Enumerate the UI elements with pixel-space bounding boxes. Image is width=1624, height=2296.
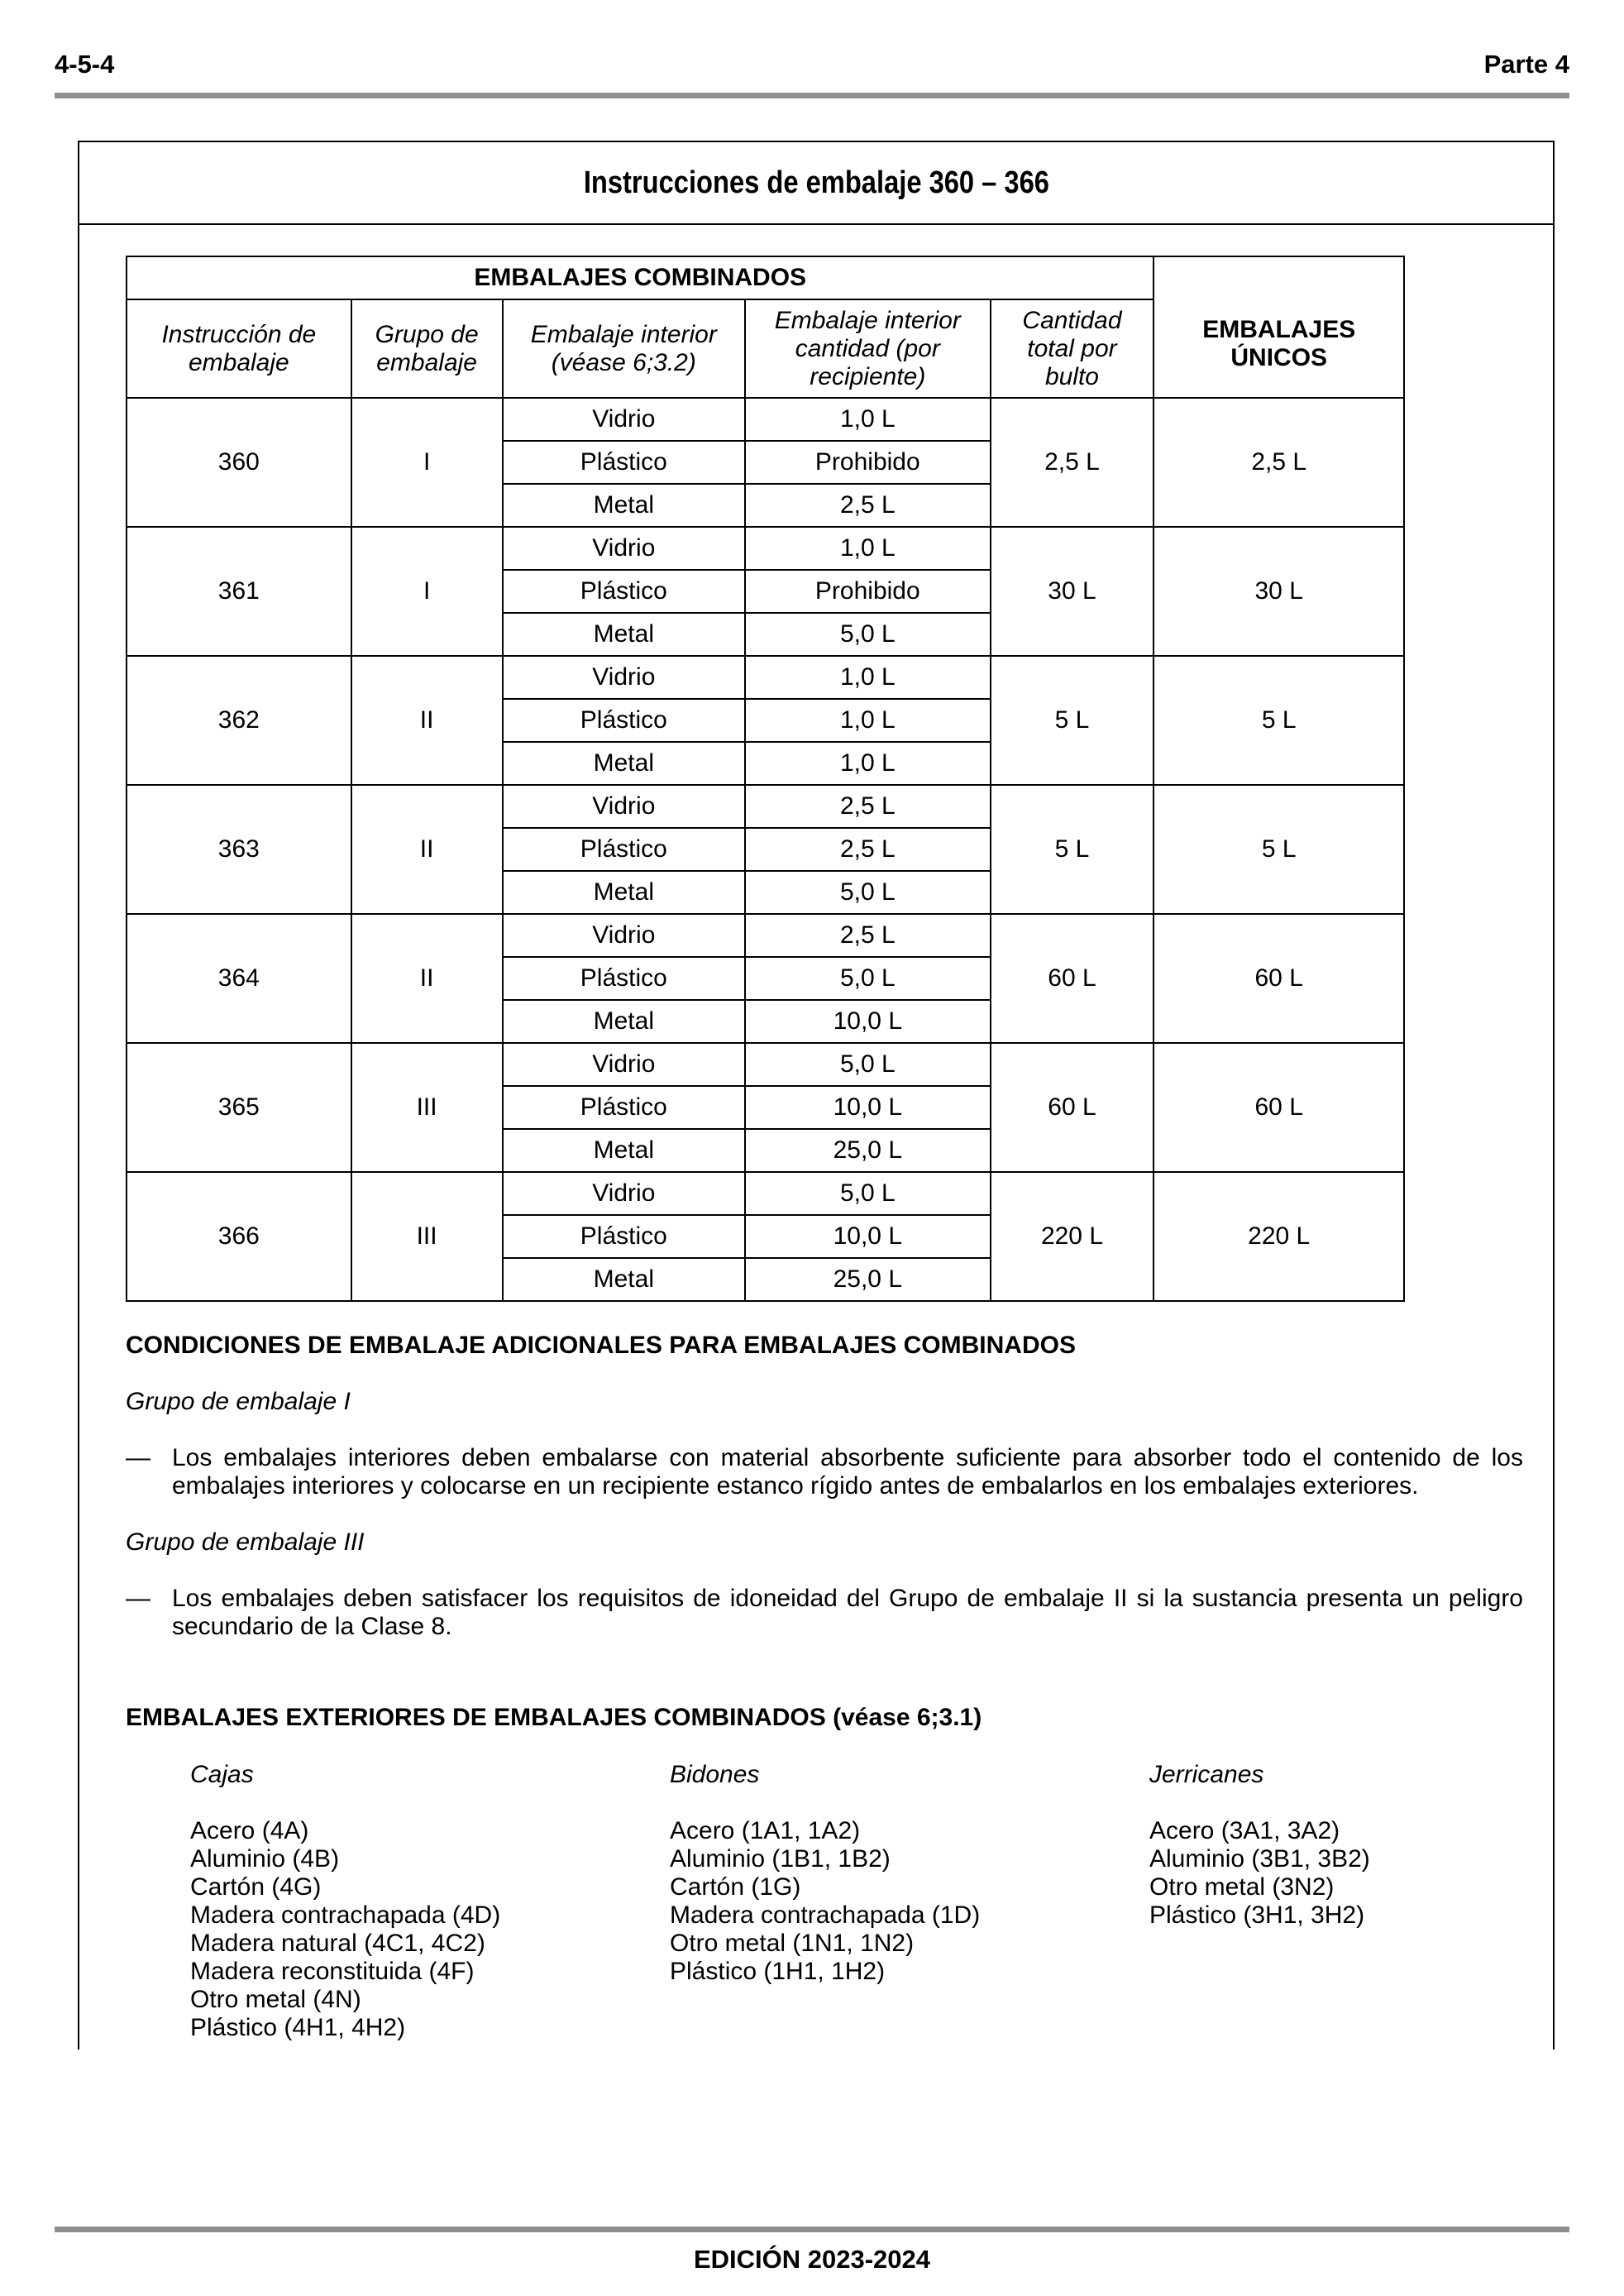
cell-single: 60 L	[1154, 1043, 1404, 1172]
group3-text: Los embalajes deben satisfacer los requisitos de idoneidad del Grupo de embalaje II si la sustancia presenta un peligro secundario de la Clase 8.	[172, 1585, 1523, 1640]
cell-group: II	[351, 914, 503, 1043]
table-row	[127, 656, 1404, 699]
outer-col-jerricans	[1149, 1761, 1370, 1930]
cell-inner-quantity: 5,0 L	[745, 871, 990, 914]
outer-item: Otro metal (4N)	[190, 1986, 361, 2013]
cell-total: 30 L	[991, 527, 1154, 656]
outer-col-title: Cajas	[190, 1761, 254, 1788]
cell-instruction: 364	[127, 914, 351, 1043]
dash-mark: —	[126, 1585, 150, 1612]
footer-rule	[55, 2227, 1569, 2232]
conditions-heading: CONDICIONES DE EMBALAJE ADICIONALES PARA EMBALAJES COMBINADOS	[126, 1332, 1076, 1359]
cell-group: I	[351, 527, 503, 656]
cell-inner-quantity: 2,5 L	[745, 914, 990, 957]
packing-table	[126, 256, 1405, 1302]
cell-group: I	[351, 398, 503, 527]
col-header-group: Grupo de embalaje	[351, 299, 503, 398]
group3-label: Grupo de embalaje III	[126, 1528, 365, 1556]
cell-inner-material: Vidrio	[503, 398, 746, 441]
outer-item: Plástico (3H1, 3H2)	[1149, 1901, 1365, 1929]
cell-instruction: 361	[127, 527, 351, 656]
cell-inner-quantity: 5,0 L	[745, 613, 990, 656]
col-header-inner: Embalaje interior (véase 6;3.2)	[503, 299, 746, 398]
cell-inner-material: Vidrio	[503, 914, 746, 957]
cell-inner-quantity: 25,0 L	[745, 1258, 990, 1301]
cell-inner-quantity: 1,0 L	[745, 527, 990, 570]
cell-group: III	[351, 1043, 503, 1172]
table-row	[127, 527, 1404, 570]
table-body	[127, 398, 1404, 1301]
page-title: Instrucciones de embalaje 360 – 366	[583, 165, 1049, 200]
cell-inner-quantity: 5,0 L	[745, 1043, 990, 1086]
cell-inner-quantity: 1,0 L	[745, 699, 990, 742]
cell-single: 220 L	[1154, 1172, 1404, 1301]
cell-single: 2,5 L	[1154, 398, 1404, 527]
cell-instruction: 360	[127, 398, 351, 527]
single-header: EMBALAJES ÚNICOS	[1154, 256, 1404, 398]
cell-single: 5 L	[1154, 656, 1404, 785]
cell-inner-material: Metal	[503, 1000, 746, 1043]
dash-mark: —	[126, 1444, 150, 1471]
cell-inner-material: Metal	[503, 1129, 746, 1172]
cell-inner-material: Plástico	[503, 699, 746, 742]
cell-group: II	[351, 656, 503, 785]
group1-label: Grupo de embalaje I	[126, 1388, 351, 1415]
cell-total: 2,5 L	[991, 398, 1154, 527]
outer-item: Madera contrachapada (1D)	[670, 1901, 981, 1929]
outer-item: Plástico (4H1, 4H2)	[190, 2014, 406, 2041]
cell-inner-quantity: 10,0 L	[745, 1000, 990, 1043]
cell-group: II	[351, 785, 503, 914]
cell-group: III	[351, 1172, 503, 1301]
cell-inner-quantity: Prohibido	[745, 570, 990, 613]
table-row	[127, 785, 1404, 828]
cell-inner-material: Vidrio	[503, 527, 746, 570]
outer-col-title: Bidones	[670, 1761, 760, 1788]
cell-instruction: 366	[127, 1172, 351, 1301]
cell-inner-quantity: 2,5 L	[745, 828, 990, 871]
cell-inner-quantity: 2,5 L	[745, 484, 990, 527]
cell-inner-material: Vidrio	[503, 1043, 746, 1086]
cell-inner-material: Vidrio	[503, 1172, 746, 1215]
cell-single: 5 L	[1154, 785, 1404, 914]
cell-inner-quantity: 5,0 L	[745, 957, 990, 1000]
outer-item: Plástico (1H1, 1H2)	[670, 1958, 886, 1985]
cell-inner-material: Metal	[503, 613, 746, 656]
edition-footer: EDICIÓN 2023-2024	[693, 2245, 931, 2274]
cell-inner-material: Vidrio	[503, 656, 746, 699]
cell-single: 60 L	[1154, 914, 1404, 1043]
cell-inner-material: Metal	[503, 484, 746, 527]
outer-item: Otro metal (3N2)	[1149, 1873, 1335, 1901]
outer-heading: EMBALAJES EXTERIORES DE EMBALAJES COMBINADOS (véase 6;3.1)	[126, 1704, 982, 1731]
cell-total: 5 L	[991, 656, 1154, 785]
col-header-instruction: Instrucción de embalaje	[127, 299, 351, 398]
outer-item: Aluminio (3B1, 3B2)	[1149, 1845, 1370, 1873]
outer-item: Madera contrachapada (4D)	[190, 1901, 501, 1929]
cell-inner-material: Metal	[503, 1258, 746, 1301]
cell-inner-quantity: 1,0 L	[745, 656, 990, 699]
outer-item: Cartón (4G)	[190, 1873, 322, 1901]
col-header-quantity: Embalaje interior cantidad (por recipiente)	[745, 299, 990, 398]
cell-inner-material: Plástico	[503, 957, 746, 1000]
part-label: Parte 4	[1483, 50, 1569, 79]
outer-item: Aluminio (4B)	[190, 1845, 340, 1873]
outer-item: Cartón (1G)	[670, 1873, 801, 1901]
combined-header: EMBALAJES COMBINADOS	[127, 256, 1154, 299]
outer-item: Acero (4A)	[190, 1817, 309, 1844]
outer-item: Madera reconstituida (4F)	[190, 1958, 475, 1985]
outer-item: Otro metal (1N1, 1N2)	[670, 1930, 915, 1957]
cell-inner-material: Vidrio	[503, 785, 746, 828]
group3-item	[126, 1585, 1523, 1641]
outer-col-boxes	[190, 1761, 500, 2042]
outer-item: Madera natural (4C1, 4C2)	[190, 1930, 485, 1957]
outer-col-drums	[670, 1761, 980, 1986]
table-row	[127, 1172, 1404, 1215]
cell-inner-quantity: 5,0 L	[745, 1172, 990, 1215]
header-rule	[55, 93, 1569, 98]
page-number: 4-5-4	[55, 50, 115, 79]
cell-instruction: 362	[127, 656, 351, 785]
cell-inner-material: Plástico	[503, 1086, 746, 1129]
cell-inner-material: Metal	[503, 742, 746, 785]
group1-item	[126, 1444, 1523, 1500]
cell-instruction: 363	[127, 785, 351, 914]
outer-item: Aluminio (1B1, 1B2)	[670, 1845, 891, 1873]
cell-total: 60 L	[991, 1043, 1154, 1172]
cell-inner-material: Plástico	[503, 570, 746, 613]
group1-text: Los embalajes interiores deben embalarse con material absorbente suficiente para absorber todo el contenido de los embalajes interiores y colocarse en un recipiente estanco rígido antes de embalarlos en los embalajes exteriores.	[172, 1444, 1523, 1500]
instruction-frame	[78, 141, 1555, 2050]
cell-inner-material: Plástico	[503, 828, 746, 871]
conditions-section	[126, 1332, 1523, 1641]
cell-inner-quantity: 10,0 L	[745, 1215, 990, 1258]
cell-inner-material: Plástico	[503, 441, 746, 484]
cell-inner-quantity: Prohibido	[745, 441, 990, 484]
cell-single: 30 L	[1154, 527, 1404, 656]
cell-inner-material: Metal	[503, 871, 746, 914]
col-header-total: Cantidad total por bulto	[991, 299, 1154, 398]
cell-inner-quantity: 10,0 L	[745, 1086, 990, 1129]
cell-inner-quantity: 1,0 L	[745, 398, 990, 441]
table-row	[127, 914, 1404, 957]
cell-total: 220 L	[991, 1172, 1154, 1301]
cell-inner-quantity: 25,0 L	[745, 1129, 990, 1172]
outer-item: Acero (1A1, 1A2)	[670, 1817, 861, 1844]
title-bar	[79, 142, 1553, 225]
table-row	[127, 398, 1404, 441]
table-row	[127, 1043, 1404, 1086]
outer-item: Acero (3A1, 3A2)	[1149, 1817, 1340, 1844]
cell-inner-quantity: 2,5 L	[745, 785, 990, 828]
cell-total: 5 L	[991, 785, 1154, 914]
cell-inner-material: Plástico	[503, 1215, 746, 1258]
outer-col-title: Jerricanes	[1149, 1761, 1264, 1788]
cell-inner-quantity: 1,0 L	[745, 742, 990, 785]
cell-total: 60 L	[991, 914, 1154, 1043]
cell-instruction: 365	[127, 1043, 351, 1172]
